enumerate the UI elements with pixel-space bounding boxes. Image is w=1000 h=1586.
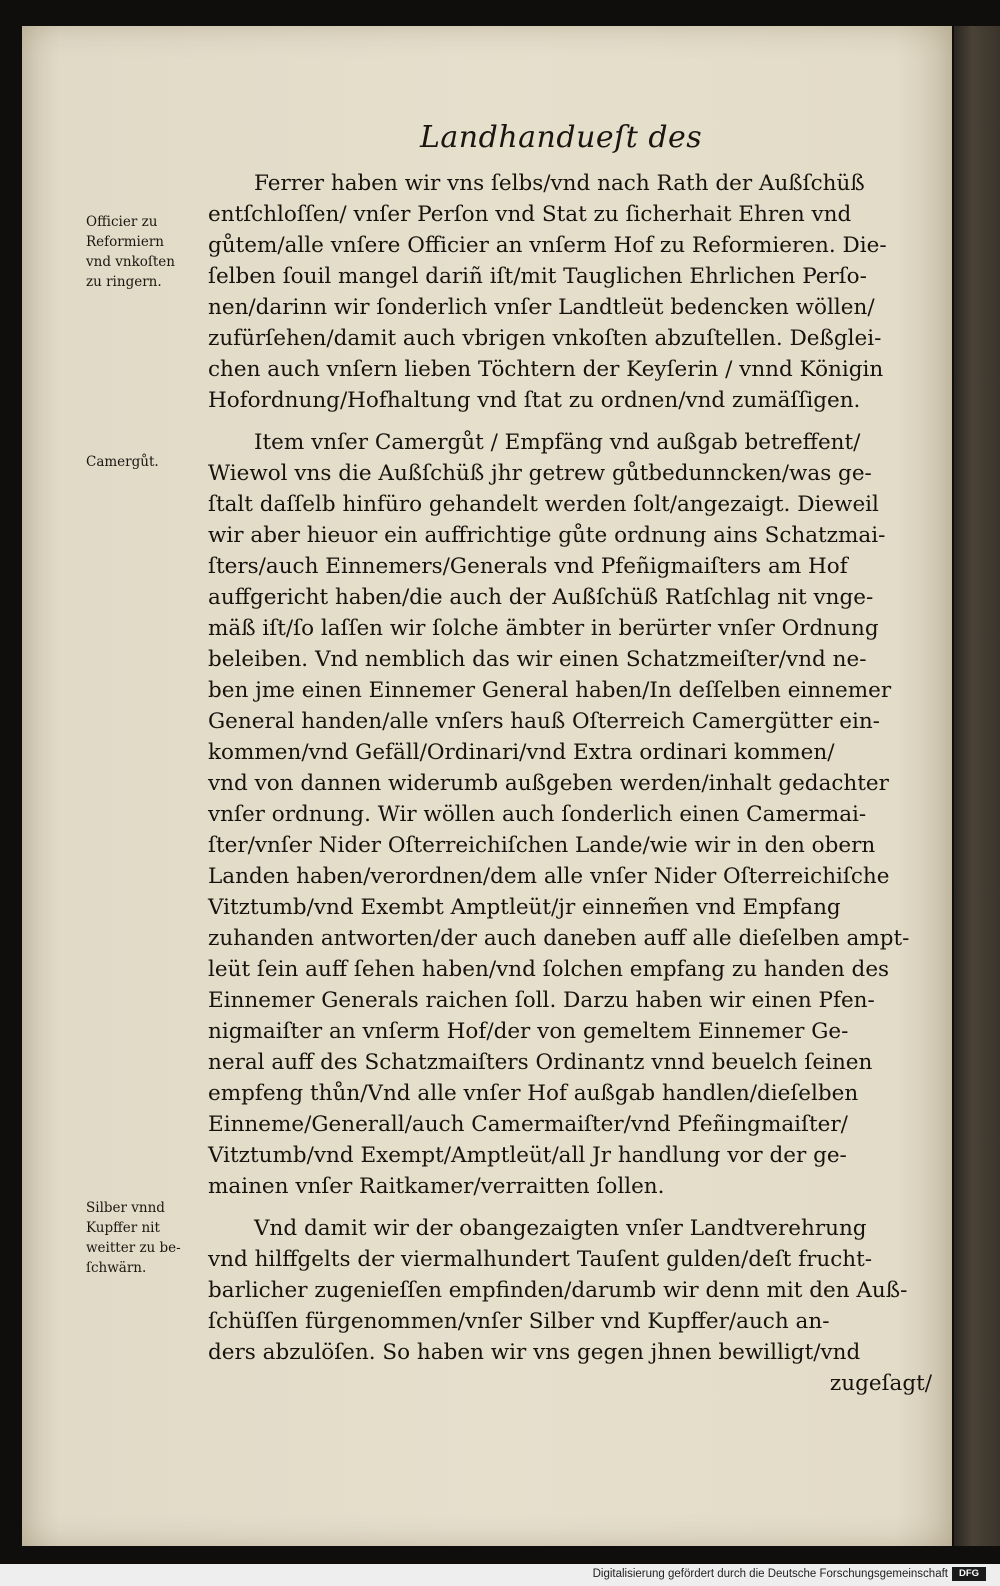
margin-note-line: zu ringern. [86,274,162,290]
page-fore-edge [954,26,1000,1546]
text-line: wir aber hieuor ein auffrichtige gůte ordnung ains Schatzmai- [208,523,886,548]
text-line: vnſer ordnung. Wir wöllen auch ſonderlich einen Camermai- [208,802,867,827]
text-line: ſchüſſen fürgenommen/vnſer Silber vnd Kupffer/auch an- [208,1309,830,1334]
body-text [208,168,932,1410]
paragraph-camergut [208,427,932,1202]
paragraph-officier [208,168,932,416]
margin-note-line: Kupffer nit [86,1220,160,1236]
text-line: vnd von dannen widerumb außgeben werden/inhalt gedachter [208,771,889,796]
text-line: auffgericht haben/die auch der Außſchüß Ratſchlag nit vnge- [208,585,874,610]
margin-note-camergut [86,452,204,472]
text-line: ders abzulöſen. So haben wir vns gegen jhnen bewilligt/vnd [208,1340,861,1365]
text-line: Vitztumb/vnd Exempt/Amptleüt/all Jr handlung vor der ge- [208,1143,847,1168]
margin-note-line: Silber vnnd [86,1200,165,1216]
text-line: Vitztumb/vnd Exembt Amptleüt/jr einnem̃en vnd Empfang [208,895,841,920]
margin-note-officier [86,212,204,292]
text-line: mäß iſt/ſo laſſen wir ſolche ämbter in berürter vnſer Ordnung [208,616,879,641]
text-line: ſters/auch Einnemers/Generals vnd Pfeñigmaiſters am Hof [208,554,848,579]
dfg-logo: DFG [952,1567,986,1581]
text-line: ben jme einen Einnemer General haben/In deſſelben einnemer [208,678,892,703]
text-line: leüt ſein auff ſehen haben/vnd ſolchen empfang zu handen des [208,957,890,982]
text-line: Einneme/Generall/auch Camermaiſter/vnd Pfeñingmaiſter/ [208,1112,848,1137]
text-line: Landen haben/verordnen/dem alle vnſer Nider Oſterreichiſche [208,864,890,889]
text-line: vnd hilffgelts der viermalhundert Tauſent gulden/deſt frucht- [208,1247,873,1272]
text-line: gůtem/alle vnſere Officier an vnſerm Hof zu Reformieren. Die- [208,233,887,258]
text-line: zufürſehen/damit auch vbrigen vnkoſten abzuſtellen. Deßglei- [208,326,882,351]
text-line: ſelben ſouil mangel dariñ iſt/mit Tauglichen Ehrlichen Perſo- [208,264,867,289]
margin-note-line: weitter zu be- [86,1240,181,1256]
text-line: nen/darinn wir ſonderlich vnſer Landtleüt bedencken wöllen/ [208,295,875,320]
text-line: Ferrer haben wir vns ſelbs/vnd nach Rath der Außſchüß [254,171,865,196]
text-line: chen auch vnſern lieben Töchtern der Keyſerin / vnnd Königin [208,357,884,382]
paragraph-silber [208,1213,932,1399]
text-line: neral auff des Schatzmaiſters Ordinantz vnnd beuelch ſeinen [208,1050,873,1075]
text-line: barlicher zugenieſſen empfinden/darumb wir denn mit den Auß- [208,1278,908,1303]
text-line: entſchloſſen/ vnſer Perſon vnd Stat zu ſicherhait Ehren vnd [208,202,852,227]
text-line: kommen/vnd Gefäll/Ordinari/vnd Extra ordinari kommen/ [208,740,835,765]
text-line: mainen vnſer Raitkamer/verraitten ſollen. [208,1174,665,1199]
margin-note-silber [86,1198,204,1278]
margin-note-line: Reformiern [86,234,164,250]
margin-note-line: Officier zu [86,214,158,230]
margin-note-line: vnd vnkoſten [86,254,175,270]
text-line: General handen/alle vnſers hauß Oſterreich Camergütter ein- [208,709,880,734]
text-line: ſtalt daſſelb hinfüro gehandelt werden ſolt/angezaigt. Dieweil [208,492,879,517]
text-line: zuhanden antworten/der auch daneben auff alle dieſelben ampt- [208,926,910,951]
text-line: Item vnſer Camergůt / Empfäng vnd außgab betreffent/ [254,430,861,455]
text-line: empfeng thůn/Vnd alle vnſer Hof außgab handlen/dieſelben [208,1081,859,1106]
text-line: beleiben. Vnd nemblich das wir einen Schatzmeiſter/vnd ne- [208,647,867,672]
text-line: Wiewol vns die Außſchüß jhr getrew gůtbedunncken/was ge- [208,461,872,486]
text-line: ſter/vnſer Nider Oſterreichiſchen Lande/wie wir in den obern [208,833,876,858]
text-line: nigmaiſter an vnſerm Hof/der von gemeltem Einnemer Ge- [208,1019,849,1044]
text-line: Vnd damit wir der obangezaigten vnſer Landtverehrung [254,1216,867,1241]
text-line: Hofordnung/Hofhaltung vnd ſtat zu ordnen/vnd zumäſſigen. [208,388,861,413]
catchword: zugeſagt/ [829,1371,932,1396]
dfg-credit: Digitalisierung gefördert durch die Deutsche Forschungsgemeinschaft [592,1568,948,1580]
margin-note-line: ſchwärn. [86,1260,147,1276]
running-title: Landhandueſt des [420,120,703,155]
text-line: Einnemer Generals raichen ſoll. Darzu haben wir einen Pfen- [208,988,875,1013]
margin-note-line: Camergůt. [86,454,159,470]
